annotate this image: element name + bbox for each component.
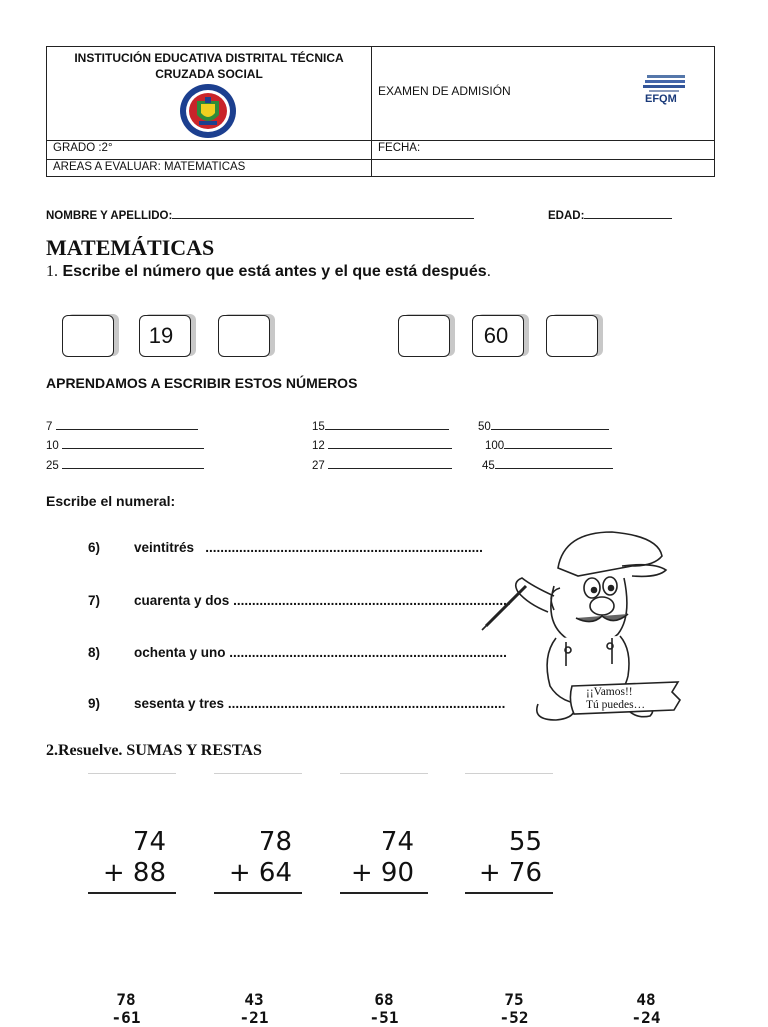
question-1: 1. Escribe el número que está antes y el que está después. xyxy=(46,263,492,280)
subtraction-item: 75 -52 xyxy=(499,990,529,1027)
school-seal-icon xyxy=(179,83,237,139)
sum-top: 74 xyxy=(380,827,414,857)
write-row: 10 xyxy=(46,437,204,452)
sum-top: 78 xyxy=(258,827,292,857)
efqm-logo-text: EFQM xyxy=(645,93,677,105)
table-divider xyxy=(371,47,372,176)
item-number: 6) xyxy=(88,540,101,555)
answer-box[interactable] xyxy=(546,315,598,357)
sum-bottom: + 76 xyxy=(478,858,542,888)
date-cell: FECHA: xyxy=(378,142,421,154)
subtraction-item: 43 -21 xyxy=(239,990,269,1027)
write-row: 15 xyxy=(312,418,449,433)
answer-dots[interactable]: .......................................................................... xyxy=(229,645,507,660)
item-number: 8) xyxy=(88,645,101,660)
sum-line xyxy=(465,892,553,894)
answer-box[interactable] xyxy=(398,315,450,357)
write-blank[interactable] xyxy=(56,418,198,430)
sum-top: 55 xyxy=(508,827,542,857)
sum-bottom: + 64 xyxy=(228,858,292,888)
write-row: 50 xyxy=(478,418,609,433)
write-row: 45 xyxy=(482,457,613,472)
numeral-heading: Escribe el numeral: xyxy=(46,493,176,509)
numeral-item: veintitrés .......................................................................... xyxy=(134,540,483,555)
grade-cell: GRADO :2° xyxy=(53,142,113,154)
faint-rule xyxy=(465,773,553,774)
numeral-item: sesenta y tres .......................................................................... xyxy=(134,696,506,711)
write-blank[interactable] xyxy=(491,418,609,430)
name-field: NOMBRE Y APELLIDO: xyxy=(46,207,474,222)
exam-title: EXAMEN DE ADMISIÓN xyxy=(378,84,511,98)
sum-line xyxy=(88,892,176,894)
write-row: 100 xyxy=(485,437,612,452)
write-blank[interactable] xyxy=(504,437,612,449)
subtraction-item: 78 -61 xyxy=(111,990,141,1027)
efqm-logo-icon xyxy=(643,69,689,115)
table-divider xyxy=(47,140,714,141)
question-2-heading: 2.Resuelve. SUMAS Y RESTAS xyxy=(46,742,262,759)
sum-top: 74 xyxy=(132,827,166,857)
numeral-item: ochenta y uno .......................................................................... xyxy=(134,645,507,660)
faint-rule xyxy=(88,773,176,774)
answer-box[interactable] xyxy=(62,315,114,357)
write-blank[interactable] xyxy=(62,437,204,449)
age-blank[interactable] xyxy=(584,207,672,219)
institution-name: INSTITUCIÓN EDUCATIVA DISTRITAL TÉCNICA CRUZADA SOCIAL xyxy=(74,51,344,81)
write-row: 25 xyxy=(46,457,204,472)
answer-dots[interactable]: .......................................................................... xyxy=(205,540,483,555)
given-number: 60 xyxy=(483,323,509,348)
write-blank[interactable] xyxy=(328,437,452,449)
answer-dots[interactable]: .......................................................................... xyxy=(227,696,506,711)
write-row: 27 xyxy=(312,457,452,472)
write-row: 7 xyxy=(46,418,198,433)
answer-box[interactable] xyxy=(218,315,270,357)
encouragement-sign: ¡¡Vamos!! Tú puedes… xyxy=(586,686,646,711)
answer-dots[interactable]: .......................................................................... xyxy=(233,593,511,608)
subtraction-item: 48 -24 xyxy=(631,990,661,1027)
faint-rule xyxy=(214,773,302,774)
areas-cell: AREAS A EVALUAR: MATEMATICAS xyxy=(53,161,246,173)
write-blank[interactable] xyxy=(495,457,613,469)
age-field: EDAD: xyxy=(548,207,672,222)
write-row: 12 xyxy=(312,437,452,452)
sum-bottom: + 90 xyxy=(350,858,414,888)
numeral-item: cuarenta y dos .......................................................................... xyxy=(134,593,511,608)
subtraction-item: 68 -51 xyxy=(369,990,399,1027)
write-blank[interactable] xyxy=(325,418,449,430)
name-blank[interactable] xyxy=(172,207,474,219)
sum-line xyxy=(340,892,428,894)
write-blank[interactable] xyxy=(328,457,452,469)
given-number: 19 xyxy=(148,323,174,348)
sum-line xyxy=(214,892,302,894)
faint-rule xyxy=(340,773,428,774)
table-divider xyxy=(47,159,714,160)
item-number: 9) xyxy=(88,696,101,711)
item-number: 7) xyxy=(88,593,101,608)
write-blank[interactable] xyxy=(62,457,204,469)
sum-bottom: + 88 xyxy=(102,858,166,888)
section-title: MATEMÁTICAS xyxy=(46,235,215,260)
mario-cartoon-icon xyxy=(482,526,682,726)
write-numbers-heading: APRENDAMOS A ESCRIBIR ESTOS NÚMEROS xyxy=(46,375,358,391)
header-table xyxy=(46,46,715,177)
